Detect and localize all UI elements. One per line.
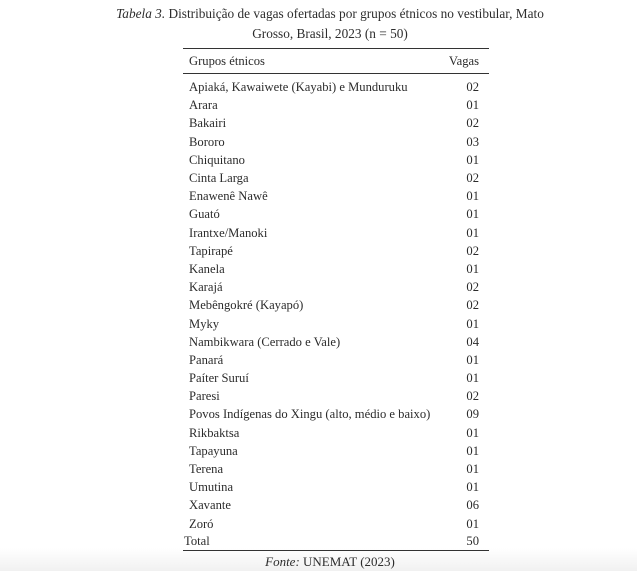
vagas-value: 02 [466,298,479,313]
table-total-row [183,533,489,551]
table-row [183,114,489,132]
table-row [183,387,489,405]
caption-line-1 [100,4,560,24]
group-name: Guató [189,207,220,222]
group-name: Paíter Suruí [189,371,249,386]
ethnic-groups-table [183,48,489,551]
source-label: Fonte: [265,554,300,569]
vagas-value: 01 [466,425,479,440]
vagas-value: 01 [466,98,479,113]
group-name: Umutina [189,480,234,495]
vagas-value: 02 [466,116,479,131]
vagas-value: 01 [466,261,479,276]
vagas-value: 01 [466,480,479,495]
group-name: Apiaká, Kawaiwete (Kayabi) e Munduruku [189,80,408,95]
vagas-value: 01 [466,462,479,477]
vagas-value: 02 [466,280,479,295]
group-name: Karajá [189,280,223,295]
group-name: Zoró [189,516,214,531]
vagas-value: 06 [466,498,479,513]
group-name: Kanela [189,261,225,276]
group-name: Mebêngokré (Kayapó) [189,298,304,313]
group-name: Irantxe/Manoki [189,225,268,240]
group-name: Terena [189,462,224,477]
table-row [183,260,489,278]
vagas-value: 03 [466,134,479,149]
table-row [183,205,489,223]
table-row [183,296,489,314]
table-row [183,333,489,351]
vagas-value: 01 [466,225,479,240]
table-row [183,169,489,187]
vagas-value: 01 [466,152,479,167]
vagas-value: 01 [466,352,479,367]
group-name: Bororo [189,134,225,149]
vagas-value: 01 [466,316,479,331]
table-row [183,478,489,496]
caption-line-2: Grosso, Brasil, 2023 (n = 50) [252,26,408,41]
group-name: Rikbaktsa [189,425,240,440]
group-name: Panará [189,352,224,367]
vagas-value: 09 [466,407,479,422]
table-caption [100,4,560,44]
table-row [183,151,489,169]
table-header-row [183,49,489,74]
table-row [183,460,489,478]
table-row [183,314,489,332]
table-row [183,278,489,296]
vagas-value: 01 [466,189,479,204]
group-name: Tapayuna [189,443,238,458]
group-name: Bakairi [189,116,227,131]
table-row [183,96,489,114]
group-name: Chiquitano [189,152,245,167]
table-row [183,242,489,260]
table-row [183,187,489,205]
group-name: Arara [189,98,218,113]
total-value: 50 [466,533,479,548]
vagas-value: 02 [466,80,479,95]
table-row [183,442,489,460]
table-row [183,424,489,442]
table-row [183,224,489,242]
vagas-value: 02 [466,243,479,258]
vagas-value: 01 [466,443,479,458]
table-row [183,405,489,423]
group-name: Paresi [189,389,220,404]
vagas-value: 02 [466,389,479,404]
table-body [183,74,489,533]
group-name: Xavante [189,498,231,513]
vagas-value: 04 [466,334,479,349]
group-name: Enawenê Nawê [189,189,268,204]
group-name: Cinta Larga [189,171,249,186]
header-vagas: Vagas [448,53,479,68]
caption-text-1: Distribuição de vagas ofertadas por grupos étnicos no vestibular, Mato [168,6,544,21]
source-text: UNEMAT (2023) [303,554,395,569]
group-name: Povos Indígenas do Xingu (alto, médio e baixo) [189,407,431,422]
caption-label: Tabela 3. [116,6,166,21]
vagas-value: 01 [466,516,479,531]
group-name: Nambikwara (Cerrado e Vale) [189,334,341,349]
table-source [100,554,560,570]
table-row [183,369,489,387]
table-row [183,515,489,533]
group-name: Tapirapé [189,243,233,258]
vagas-value: 01 [466,371,479,386]
header-groups: Grupos étnicos [189,53,265,68]
vagas-value: 02 [466,171,479,186]
total-label: Total [184,533,210,548]
table-row [183,133,489,151]
group-name: Myky [189,316,220,331]
vagas-value: 01 [466,207,479,222]
table-row [183,74,489,97]
table-row [183,496,489,514]
table-row [183,351,489,369]
